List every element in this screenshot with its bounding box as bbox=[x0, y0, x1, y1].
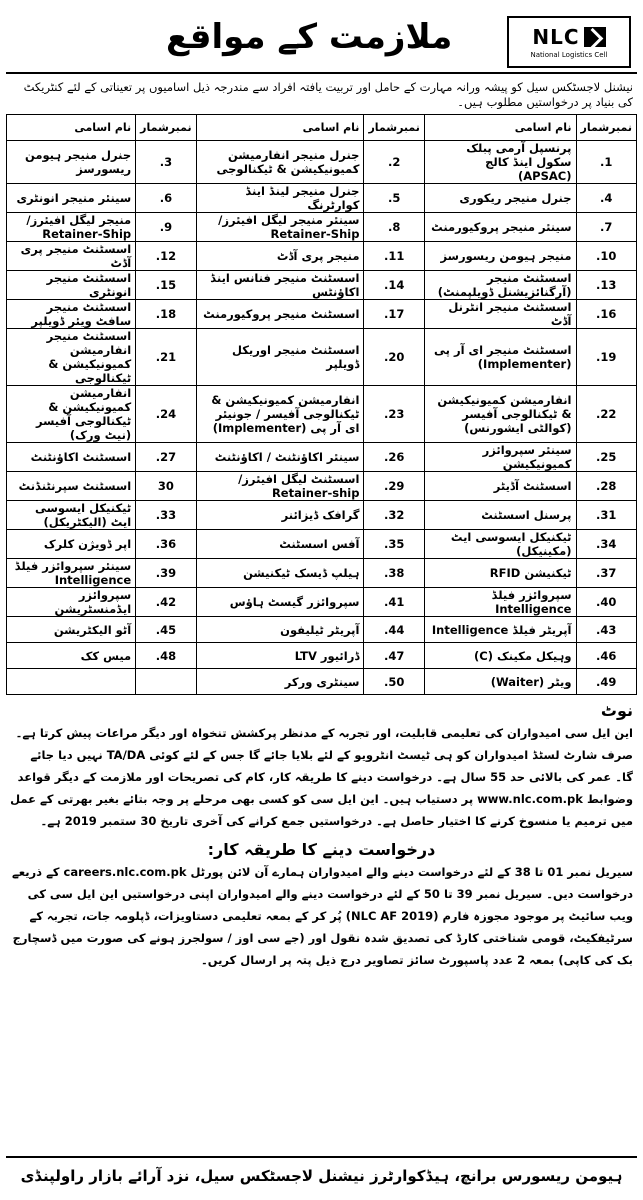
table-row bbox=[7, 501, 637, 530]
post-name: اسسٹنٹ منیجر پری آڈٹ bbox=[7, 242, 136, 271]
post-name: انفارمیشن کمیونیکیشن & ٹیکنالوجی آفیسر (کوالٹی ایشورنس) bbox=[424, 386, 576, 443]
post-name: سینئر منیجر پروکیورمنٹ bbox=[424, 213, 576, 242]
table-row bbox=[7, 329, 637, 386]
post-name: اسسٹنٹ منیجر انٹرنل آڈٹ bbox=[424, 300, 576, 329]
post-name: سینئر سپروائزر فیلڈ Intelligence bbox=[7, 559, 136, 588]
post-name: سینٹری ورکر bbox=[196, 669, 364, 695]
col-header: نمبرشمار bbox=[576, 115, 637, 141]
table-body bbox=[7, 141, 637, 695]
table-row bbox=[7, 184, 637, 213]
vacancies-table bbox=[6, 114, 637, 695]
post-name: اسسٹنٹ منیجر سافٹ ویئر ڈویلپر bbox=[7, 300, 136, 329]
serial-number: 36. bbox=[136, 530, 197, 559]
post-name: اپر ڈویژن کلرک bbox=[7, 530, 136, 559]
serial-number: 47. bbox=[364, 643, 425, 669]
post-name: اسسٹنٹ آڈیٹر bbox=[424, 472, 576, 501]
serial-number: 20. bbox=[364, 329, 425, 386]
serial-number: 45. bbox=[136, 617, 197, 643]
serial-number: 11. bbox=[364, 242, 425, 271]
col-header: نمبرشمار bbox=[364, 115, 425, 141]
serial-number: 6. bbox=[136, 184, 197, 213]
post-name: سپروائزر ایڈمنسٹریشن bbox=[7, 588, 136, 617]
serial-number: 43. bbox=[576, 617, 637, 643]
col-header: نام اسامی bbox=[196, 115, 364, 141]
serial-number: 34. bbox=[576, 530, 637, 559]
logo-arrow-icon bbox=[584, 27, 606, 47]
table-row bbox=[7, 443, 637, 472]
serial-number: 37. bbox=[576, 559, 637, 588]
note-title: نوٹ bbox=[600, 701, 633, 720]
post-name: ٹیکنیکل ایسوسی ایٹ (الیکٹریکل) bbox=[7, 501, 136, 530]
intro-text: نیشنل لاجسٹکس سیل کو پیشہ ورانہ مہارت کے حامل اور تربیت یافتہ افراد سے مندرجہ ذیل اسامیوں پر تعیناتی کے لئے کنٹریکٹ کی بنیاد پر درخواستیں مطلوب ہیں۔ bbox=[23, 80, 633, 109]
post-name: ہیلپ ڈیسک ٹیکنیشن bbox=[196, 559, 364, 588]
serial-number: 41. bbox=[364, 588, 425, 617]
serial-number: 35. bbox=[364, 530, 425, 559]
serial-number: 10. bbox=[576, 242, 637, 271]
post-name: جنرل منیجر انفارمیشن کمیونیکیشن & ٹیکنالوجی bbox=[196, 141, 364, 184]
serial-number: 17. bbox=[364, 300, 425, 329]
post-name: آفس اسسٹنٹ bbox=[196, 530, 364, 559]
serial-number: 8. bbox=[364, 213, 425, 242]
post-name: اسسٹنٹ سپرنٹنڈنٹ bbox=[7, 472, 136, 501]
post-name: آپریٹر فیلڈ Intelligence bbox=[424, 617, 576, 643]
post-name bbox=[7, 669, 136, 695]
advertisement-page bbox=[6, 10, 637, 1194]
table-row bbox=[7, 588, 637, 617]
serial-number: 44. bbox=[364, 617, 425, 643]
apply-title: درخواست دینے کا طریقہ کار: bbox=[207, 840, 436, 859]
serial-number: 2. bbox=[364, 141, 425, 184]
post-name: اسسٹنٹ لیگل افیئرز/ Retainer-ship bbox=[196, 472, 364, 501]
post-name: میس کک bbox=[7, 643, 136, 669]
col-header: نام اسامی bbox=[424, 115, 576, 141]
post-name: سپروائزر گیسٹ ہاؤس bbox=[196, 588, 364, 617]
serial-number: 16. bbox=[576, 300, 637, 329]
nlc-logo bbox=[507, 16, 631, 68]
col-header: نمبرشمار bbox=[136, 115, 197, 141]
post-name: اسسٹنٹ منیجر انفارمیشن کمیونیکیشن & ٹیکنالوجی bbox=[7, 329, 136, 386]
serial-number: 25. bbox=[576, 443, 637, 472]
post-name: انفارمیشن کمیونیکیشن & ٹیکنالوجی آفیسر / جونیئر ای آر پی (Implementer) bbox=[196, 386, 364, 443]
serial-number: 46. bbox=[576, 643, 637, 669]
serial-number: 33. bbox=[136, 501, 197, 530]
table-header-row bbox=[7, 115, 637, 141]
serial-number: 27. bbox=[136, 443, 197, 472]
post-name: اسسٹنٹ منیجر پروکیورمنٹ bbox=[196, 300, 364, 329]
serial-number: 5. bbox=[364, 184, 425, 213]
post-name: آٹو الیکٹریشن bbox=[7, 617, 136, 643]
header bbox=[6, 10, 637, 74]
col-header: نام اسامی bbox=[7, 115, 136, 141]
serial-number: 14. bbox=[364, 271, 425, 300]
serial-number: 18. bbox=[136, 300, 197, 329]
post-name: انفارمیشن کمیونیکیشن & ٹیکنالوجی آفیسر (نیٹ ورک) bbox=[7, 386, 136, 443]
table-row bbox=[7, 472, 637, 501]
post-name: پرنسپل آرمی پبلک سکول اینڈ کالج (APSAC) bbox=[424, 141, 576, 184]
post-name: سپروائزر فیلڈ Intelligence bbox=[424, 588, 576, 617]
serial-number: 28. bbox=[576, 472, 637, 501]
serial-number: 50. bbox=[364, 669, 425, 695]
table-row bbox=[7, 617, 637, 643]
post-name: ڈرائیور LTV bbox=[196, 643, 364, 669]
serial-number: 29. bbox=[364, 472, 425, 501]
table-row bbox=[7, 669, 637, 695]
serial-number: 38. bbox=[364, 559, 425, 588]
logo-subtitle: National Logistics Cell bbox=[530, 51, 608, 59]
post-name: ٹیکنیشن RFID bbox=[424, 559, 576, 588]
serial-number bbox=[136, 669, 197, 695]
post-name: اسسٹنٹ منیجر (آرگنائزیشنل ڈویلپمنٹ) bbox=[424, 271, 576, 300]
table-row bbox=[7, 559, 637, 588]
serial-number: 21. bbox=[136, 329, 197, 386]
serial-number: 9. bbox=[136, 213, 197, 242]
post-name: اسسٹنٹ منیجر ای آر پی (Implementer) bbox=[424, 329, 576, 386]
post-name: گرافک ڈیزائنر bbox=[196, 501, 364, 530]
serial-number: 1. bbox=[576, 141, 637, 184]
post-name: جنرل منیجر ریکوری bbox=[424, 184, 576, 213]
table-row bbox=[7, 213, 637, 242]
post-name: ویٹر (Waiter) bbox=[424, 669, 576, 695]
serial-number: 40. bbox=[576, 588, 637, 617]
post-name: سینئر سپروائزر کمیونیکیشن bbox=[424, 443, 576, 472]
serial-number: 24. bbox=[136, 386, 197, 443]
serial-number: 12. bbox=[136, 242, 197, 271]
serial-number: 30 bbox=[136, 472, 197, 501]
post-name: ٹیکنیکل ایسوسی ایٹ (مکینیکل) bbox=[424, 530, 576, 559]
page-title: ملازمت کے مواقع bbox=[166, 17, 453, 57]
table-row bbox=[7, 386, 637, 443]
logo-text: NLC bbox=[532, 25, 580, 49]
serial-number: 22. bbox=[576, 386, 637, 443]
apply-text: سیریل نمبر 01 تا 38 کے لئے درخواست دینے والے امیدواران ہمارے آن لائن پورٹل careers.nlc.com.pk کے ذریعے درخواست دیں۔ سیریل نمبر 39 تا 50 کے لئے درخواست دینے والے امیدواران اپنی درخواستیں این ایل سی کی ویب سائیٹ پر موجود مجوزہ فارم (NLC AF 2019) پُر کر کے بمعہ تعلیمی دستاویزات، ڈپلومہ جات، تجربہ کے سرٹیفکیٹ، قومی شناختی کارڈ کی تصدیق شدہ نقول اور (جے سی اوز / سولجرز ہونے کی صورت میں ڈسچارج بک کی کاپی) بمعہ 2 عدد پاسپورٹ سائز تصاویر درج ذیل پتہ پر ارسال کریں۔ bbox=[12, 865, 633, 967]
serial-number: 3. bbox=[136, 141, 197, 184]
serial-number: 32. bbox=[364, 501, 425, 530]
post-name: اسسٹنٹ منیجر انونٹری bbox=[7, 271, 136, 300]
post-name: جنرل منیجر لینڈ اینڈ کوارٹرنگ bbox=[196, 184, 364, 213]
table-row bbox=[7, 643, 637, 669]
note-text: این ایل سی امیدواران کی تعلیمی قابلیت، اور تجربہ کے مدنظر پرکشش تنخواہ اور دیگر مراعات پیش کرتا ہے۔ صرف شارٹ لسٹڈ امیدواران کو ہی ٹیسٹ انٹرویو کے لئے بلایا جائے گا جس کے لئے کوئی TA/DA نہیں دیا جائے گا۔ عمر کی بالائی حد 55 سال ہے۔ درخواست دینے کا طریقہ کار، کام کی تصریحات اور ملازمت کے دیگر قواعد وضوابط www.nlc.com.pk پر دستیاب ہیں۔ این ایل سی کو کسی بھی مرحلے پر وجہ بتائے بغیر بھرتی کے عمل میں ترمیم یا منسوخ کرنے کا اختیار حاصل ہے۔ درخواستیں جمع کرانے کی آخری تاریخ 30 ستمبر 2019 ہے۔ bbox=[10, 726, 633, 828]
serial-number: 42. bbox=[136, 588, 197, 617]
serial-number: 4. bbox=[576, 184, 637, 213]
post-name: جنرل منیجر ہیومن ریسورسز bbox=[7, 141, 136, 184]
serial-number: 19. bbox=[576, 329, 637, 386]
post-name: آپریٹر ٹیلیفون bbox=[196, 617, 364, 643]
post-name: اسسٹنٹ منیجر فنانس اینڈ اکاؤنٹس bbox=[196, 271, 364, 300]
post-name: وہیکل مکینک (C) bbox=[424, 643, 576, 669]
table-row bbox=[7, 141, 637, 184]
post-name: سینئر اکاؤنٹنٹ / اکاؤنٹنٹ bbox=[196, 443, 364, 472]
post-name: منیجر ہیومن ریسورسز bbox=[424, 242, 576, 271]
post-name: اسسٹنٹ اکاؤنٹنٹ bbox=[7, 443, 136, 472]
serial-number: 49. bbox=[576, 669, 637, 695]
serial-number: 48. bbox=[136, 643, 197, 669]
post-name: سینئر منیجر لیگل افیئرز/ Retainer-Ship bbox=[196, 213, 364, 242]
serial-number: 23. bbox=[364, 386, 425, 443]
serial-number: 39. bbox=[136, 559, 197, 588]
serial-number: 13. bbox=[576, 271, 637, 300]
table-row bbox=[7, 300, 637, 329]
post-name: منیجر لیگل افیئرز/ Retainer-Ship bbox=[7, 213, 136, 242]
serial-number: 15. bbox=[136, 271, 197, 300]
post-name: سینئر منیجر انونٹری bbox=[7, 184, 136, 213]
serial-number: 31. bbox=[576, 501, 637, 530]
post-name: اسسٹنٹ منیجر اوریکل ڈویلپر bbox=[196, 329, 364, 386]
table-row bbox=[7, 530, 637, 559]
serial-number: 26. bbox=[364, 443, 425, 472]
serial-number: 7. bbox=[576, 213, 637, 242]
footer-address: ہیومن ریسورس برانچ، ہیڈکوارٹرز نیشنل لاجسٹکس سیل، نزد آرائے بازار راولپنڈی bbox=[6, 1156, 637, 1194]
table-row bbox=[7, 271, 637, 300]
post-name: منیجر پری آڈٹ bbox=[196, 242, 364, 271]
post-name: پرسنل اسسٹنٹ bbox=[424, 501, 576, 530]
table-row bbox=[7, 242, 637, 271]
